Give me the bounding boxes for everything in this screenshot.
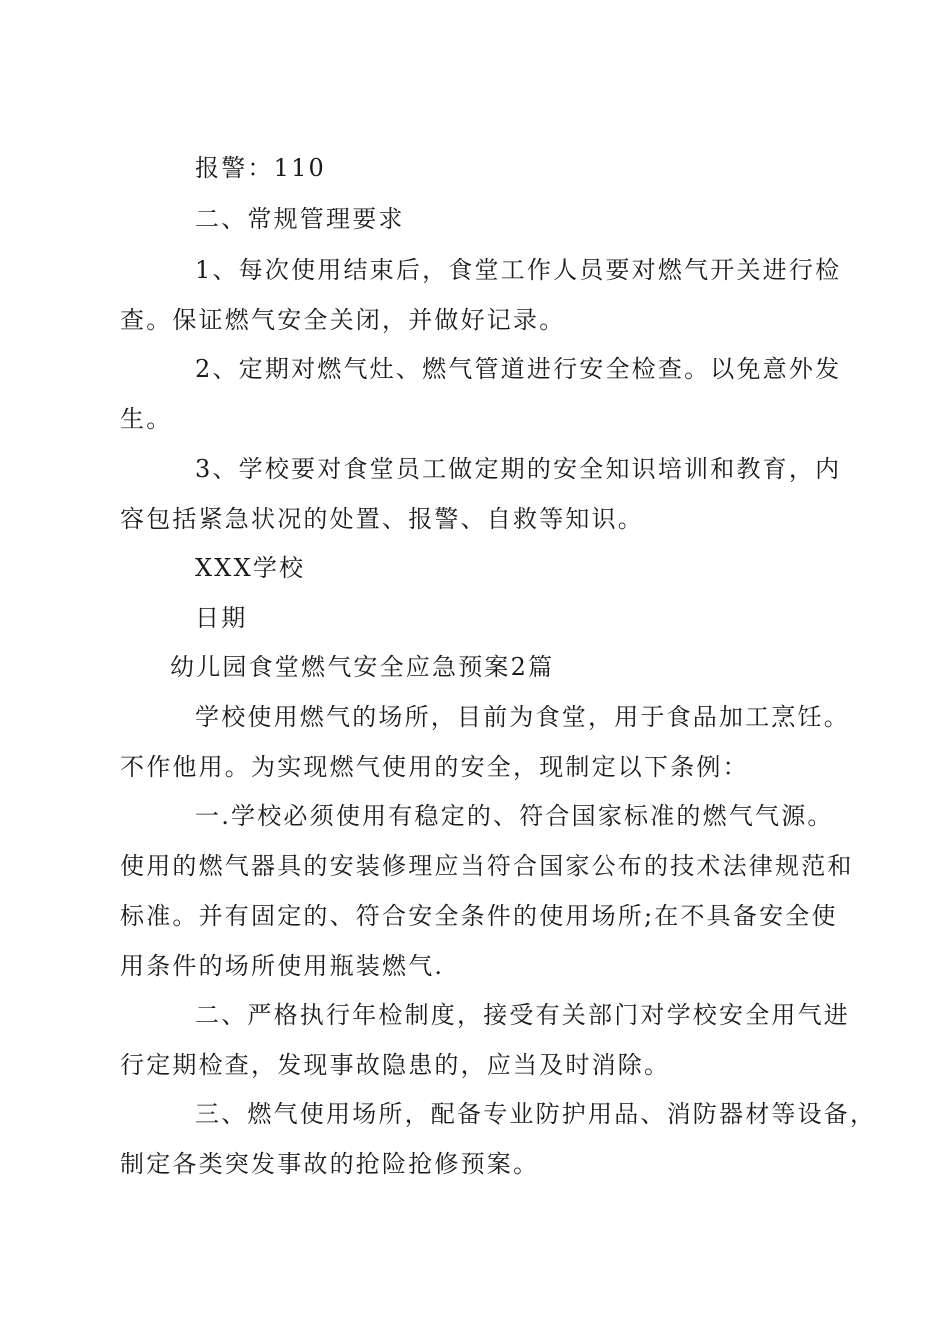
text-line: 制定各类突发事故的抢险抢修预案。 <box>120 1150 540 1178</box>
text-line: 标准。并有固定的、符合安全条件的使用场所;在不具备安全使 <box>120 902 838 930</box>
section-heading: 二、常规管理要求 <box>195 205 405 233</box>
text-line: 生。 <box>120 405 173 433</box>
document-title: 幼儿园食堂燃气安全应急预案2篇 <box>170 653 555 681</box>
text-line: 1、每次使用结束后，食堂工作人员要对燃气开关进行检 <box>195 256 842 284</box>
text-line: 用条件的场所使用瓶装燃气. <box>120 952 445 980</box>
text-line: 一.学校必须使用有稳定的、符合国家标准的燃气气源。 <box>195 802 834 830</box>
text-line: 查。保证燃气安全关闭，并做好记录。 <box>120 306 566 334</box>
text-line: 行定期检查，发现事故隐患的，应当及时消除。 <box>120 1051 671 1079</box>
text-line: 报警：110 <box>195 154 327 182</box>
text-line: 3、学校要对食堂员工做定期的安全知识培训和教育，内 <box>195 455 842 483</box>
text-line: 二、严格执行年检制度，接受有关部门对学校安全用气进 <box>195 1001 850 1029</box>
text-line: 2、定期对燃气灶、燃气管道进行安全检查。以免意外发 <box>195 355 842 383</box>
text-line: 学校使用燃气的场所，目前为食堂，用于食品加工烹饪。 <box>195 703 850 731</box>
text-line: 使用的燃气器具的安装修理应当符合国家公布的技术法律规范和 <box>120 852 854 880</box>
signature-school: XXX学校 <box>195 554 306 582</box>
text-line: 容包括紧急状况的处置、报警、自救等知识。 <box>120 505 644 533</box>
signature-date: 日期 <box>195 604 248 632</box>
text-line: 三、燃气使用场所，配备专业防护用品、消防器材等设备， <box>195 1100 877 1128</box>
text-line: 不作他用。为实现燃气使用的安全，现制定以下条例： <box>120 753 749 781</box>
